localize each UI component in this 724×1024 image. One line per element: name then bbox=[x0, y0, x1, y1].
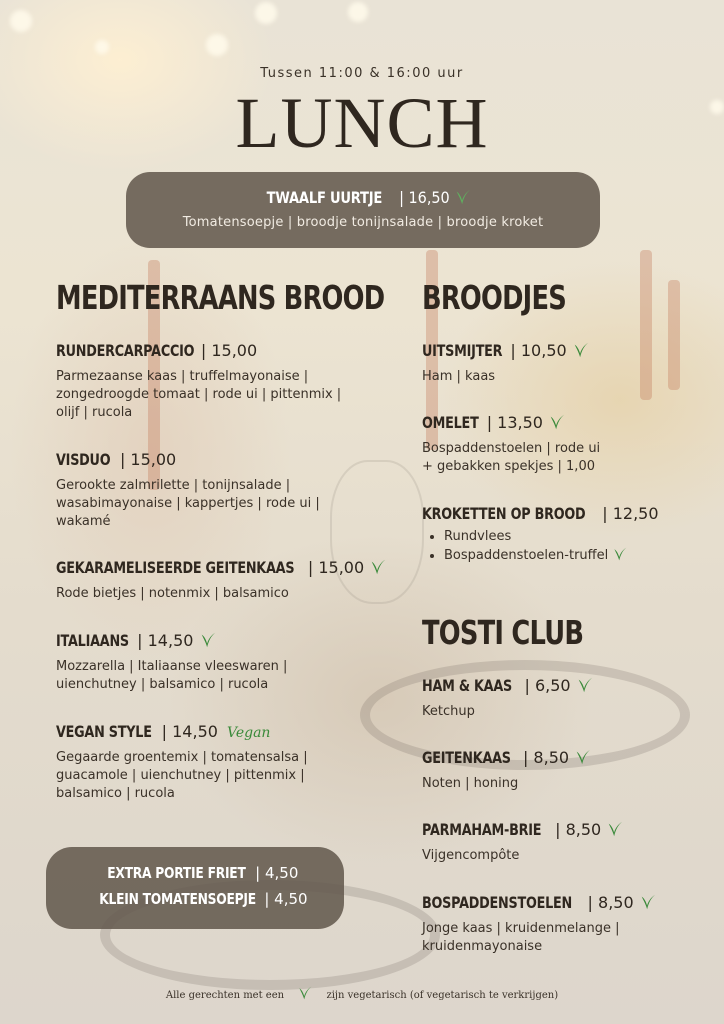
list-item-label: Bospaddenstoelen-truffel bbox=[444, 548, 609, 563]
item-name: OMELET bbox=[422, 413, 479, 432]
item-name: EXTRA PORTIE FRIET bbox=[106, 864, 246, 882]
item-description-line: balsamico | rucola bbox=[56, 786, 175, 801]
extras-banner bbox=[46, 847, 344, 929]
item-name: BOSPADDENSTOELEN bbox=[422, 893, 573, 912]
item-name: RUNDERCARPACCIO bbox=[56, 341, 195, 360]
item-name: GEITENKAAS bbox=[422, 748, 511, 767]
item-description-line: wakamé bbox=[56, 514, 111, 529]
menu-item-ham-kaas bbox=[422, 676, 594, 721]
item-price: | 16,50 bbox=[399, 188, 450, 207]
leaf-icon bbox=[199, 631, 217, 649]
item-name: VISDUO bbox=[56, 450, 111, 469]
item-name: VEGAN STYLE bbox=[56, 722, 152, 741]
menu-item-bospaddenstoelen bbox=[422, 893, 657, 956]
item-price: | 8,50 bbox=[522, 748, 570, 767]
section-heading-tosti: TOSTI CLUB bbox=[422, 613, 584, 652]
page-title: LUNCH bbox=[235, 83, 489, 163]
item-price: | 4,50 bbox=[255, 864, 299, 882]
item-description-line: kruidenmayonaise bbox=[422, 939, 543, 954]
item-description-line: uienchutney | balsamico | rucola bbox=[56, 677, 269, 692]
item-description-line: Ketchup bbox=[422, 704, 475, 719]
item-price: | 15,00 bbox=[119, 450, 177, 469]
item-description-line: Mozzarella | Italiaanse vleeswaren | bbox=[56, 659, 288, 674]
leaf-icon bbox=[548, 413, 566, 431]
item-price: | 8,50 bbox=[587, 893, 634, 912]
item-price: | 15,00 bbox=[307, 558, 365, 577]
vegan-label: Vegan bbox=[227, 725, 271, 741]
item-name: TWAALF UURTJE bbox=[266, 188, 382, 207]
item-description-line: olijf | rucola bbox=[56, 405, 133, 420]
leaf-icon bbox=[369, 558, 387, 576]
menu-item-omelet bbox=[422, 413, 600, 476]
leaf-icon bbox=[454, 188, 472, 206]
item-price: | 14,50 bbox=[161, 722, 218, 741]
footnote-text: zijn vegetarisch (of vegetarisch te verkrijgen) bbox=[326, 990, 559, 1001]
section-heading-broodjes: BROODJES bbox=[422, 278, 567, 317]
item-description-line: Noten | honing bbox=[422, 776, 519, 791]
item-description-line: guacamole | uienchutney | pittenmix | bbox=[56, 768, 305, 783]
footnote-text: Alle gerechten met een bbox=[165, 990, 285, 1001]
item-price: | 4,50 bbox=[264, 890, 308, 908]
item-description-line: Jonge kaas | kruidenmelange | bbox=[422, 921, 620, 936]
item-name: KLEIN TOMATENSOEPJE bbox=[99, 890, 257, 908]
item-description-line: wasabimayonaise | kappertjes | rode ui | bbox=[56, 496, 320, 511]
item-description-line: Ham | kaas bbox=[422, 369, 496, 384]
item-description-line: Gerookte zalmrilette | tonijnsalade | bbox=[56, 478, 291, 493]
menu-item-geitenkaas bbox=[56, 558, 387, 603]
opening-hours: Tussen 11:00 & 16:00 uur bbox=[260, 66, 464, 81]
item-name: PARMAHAM-BRIE bbox=[422, 820, 542, 839]
leaf-icon bbox=[576, 676, 594, 694]
item-name: KROKETTEN OP BROOD bbox=[422, 504, 586, 523]
item-price: | 14,50 bbox=[137, 631, 194, 650]
twaalf-uurtje-description: Tomatensoepje | broodje tonijnsalade | broodje kroket bbox=[182, 215, 544, 230]
item-name: GEKARAMELISEERDE GEITENKAAS bbox=[56, 558, 295, 577]
leaf-icon bbox=[297, 985, 313, 1001]
item-price: | 13,50 bbox=[486, 413, 543, 432]
menu-item-visduo bbox=[56, 450, 320, 531]
item-description-line: Parmezaanse kaas | truffelmayonaise | bbox=[56, 369, 309, 384]
item-description-line: Gegaarde groentemix | tomatensalsa | bbox=[56, 750, 308, 765]
item-description-line: zongedroogde tomaat | rode ui | pittenmix | bbox=[56, 387, 342, 402]
vegetarian-footnote bbox=[0, 985, 724, 1001]
extras-line bbox=[46, 864, 344, 882]
twaalf-uurtje-banner bbox=[126, 172, 600, 248]
item-description-line: Bospaddenstoelen | rode ui bbox=[422, 441, 601, 456]
item-price: | 8,50 bbox=[555, 820, 602, 839]
menu-item-vegan-style bbox=[56, 722, 308, 803]
menu-item-tosti-geitenkaas bbox=[422, 748, 592, 793]
leaf-icon bbox=[639, 893, 657, 911]
menu-item-italiaans bbox=[56, 631, 287, 694]
leaf-icon bbox=[612, 546, 628, 562]
menu-item-rundercarpaccio bbox=[56, 341, 341, 422]
menu-item-kroketten bbox=[422, 504, 659, 565]
twaalf-uurtje-heading bbox=[126, 188, 600, 207]
list-item: • Rundvlees bbox=[444, 527, 659, 546]
list-item bbox=[444, 546, 659, 565]
item-price: | 15,00 bbox=[200, 341, 258, 360]
item-description-line: Rode bietjes | notenmix | balsamico bbox=[56, 586, 289, 601]
menu-item-parmaham-brie bbox=[422, 820, 624, 865]
menu-item-uitsmijter bbox=[422, 341, 590, 386]
item-name: HAM & KAAS bbox=[422, 676, 512, 695]
extras-line bbox=[46, 890, 344, 908]
item-description-line: + gebakken spekjes | 1,00 bbox=[422, 459, 595, 474]
item-description-line: Vijgencompôte bbox=[422, 848, 520, 863]
leaf-icon bbox=[572, 341, 590, 359]
item-price: | 10,50 bbox=[510, 341, 567, 360]
item-price: | 6,50 bbox=[524, 676, 571, 695]
leaf-icon bbox=[606, 820, 624, 838]
item-name: UITSMIJTER bbox=[422, 341, 503, 360]
item-price: | 12,50 bbox=[602, 504, 659, 523]
section-heading-mediterraans: MEDITERRAANS BROOD bbox=[56, 278, 385, 317]
item-name: ITALIAANS bbox=[56, 631, 129, 650]
leaf-icon bbox=[574, 748, 592, 766]
